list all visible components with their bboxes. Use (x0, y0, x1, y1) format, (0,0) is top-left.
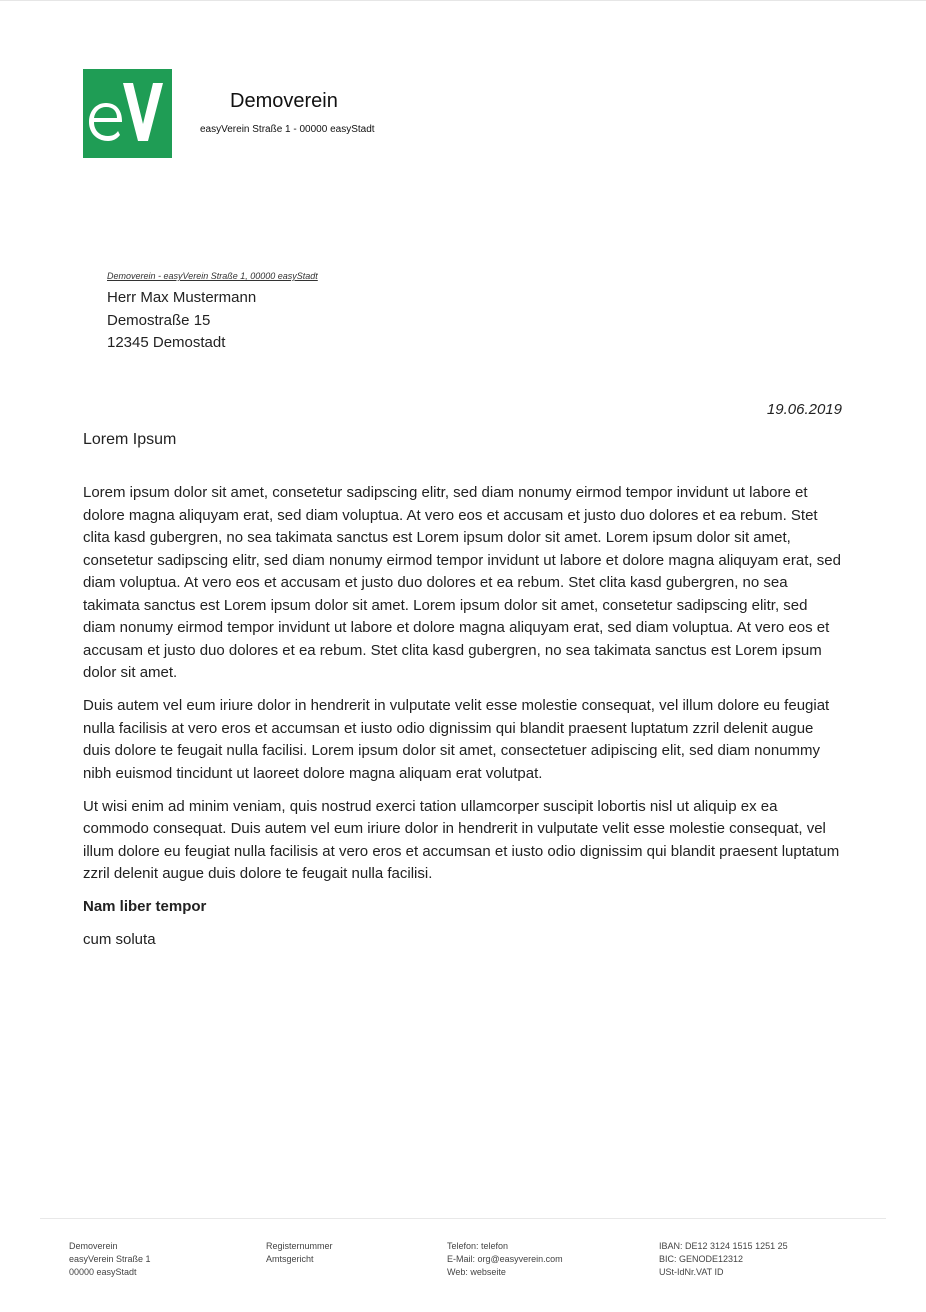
footer-line: 00000 easyStadt (69, 1267, 137, 1277)
sender-return-address: Demoverein - easyVerein Straße 1, 00000 easyStadt (107, 271, 318, 281)
footer-line: easyVerein Straße 1 (69, 1254, 151, 1264)
letter-date: 19.06.2019 (766, 401, 842, 418)
footer-line: IBAN: DE12 3124 1515 1251 25 (659, 1241, 788, 1251)
page-top-border (0, 0, 926, 1)
footer-line: Demoverein (69, 1241, 118, 1251)
footer-line: USt-IdNr.VAT ID (659, 1267, 724, 1277)
footer-line: Amtsgericht (266, 1254, 314, 1264)
ev-logo-icon (83, 69, 172, 158)
organization-name: Demoverein (230, 90, 338, 112)
footer-line: BIC: GENODE12312 (659, 1254, 744, 1264)
footer-register-column (266, 1240, 333, 1266)
letter-body (83, 482, 843, 962)
footer-contact-column (447, 1240, 563, 1279)
body-paragraph: Duis autem vel eum iriure dolor in hendrerit in vulputate velit esse molestie consequat, vel illum dolore eu feugiat nulla facilisis at vero eros et accumsan et iusto odio dignissim qui blandit praesent luptatum zzril delenit augue duis dolore te feugait nulla facilisi. Lorem ipsum dolor sit amet, consectetuer adipiscing elit, sed diam nonummy nibh euismod tincidunt ut laoreet dolore magna aliquam erat volutpat. (83, 697, 830, 782)
footer-line: E-Mail: org@easyverein.com (447, 1254, 563, 1264)
organization-address: easyVerein Straße 1 - 00000 easyStadt (200, 124, 375, 135)
section-heading: Nam liber tempor (83, 898, 207, 915)
body-paragraph: Ut wisi enim ad minim veniam, quis nostrud exerci tation ullamcorper suscipit lobortis nisl ut aliquip ex ea commodo consequat. Duis autem vel eum iriure dolor in hendrerit in vulputate velit esse molestie consequat, vel illum dolore eu feugiat nulla facilisis at vero eros et accumsan et iusto odio dignissim qui blandit praesent luptatum zzril delenit augue duis dolore te feugait nulla facilisi. (83, 797, 840, 882)
recipient-address (107, 287, 256, 355)
letter-subject: Lorem Ipsum (83, 431, 177, 448)
footer-line: Web: webseite (447, 1267, 506, 1277)
recipient-name: Herr Max Mustermann (107, 289, 257, 306)
footer-line: Registernummer (266, 1241, 333, 1251)
footer-line: Telefon: telefon (447, 1241, 509, 1251)
recipient-street: Demostraße 15 (107, 311, 211, 329)
closing-text: cum soluta (83, 930, 156, 948)
footer-divider (40, 1218, 886, 1219)
recipient-city: 12345 Demostadt (107, 334, 226, 351)
body-paragraph: Lorem ipsum dolor sit amet, consetetur sadipscing elitr, sed diam nonumy eirmod tempor invidunt ut labore et dolore magna aliquyam erat, sed diam voluptua. At vero eos et accusam et justo duo dolores et ea rebum. Stet clita kasd gubergren, no sea takimata sanctus est Lorem ipsum dolor sit amet. Lorem ipsum dolor sit amet, consetetur sadipscing elitr, sed diam nonumy eirmod tempor invidunt ut labore et dolore magna aliquyam erat, sed diam voluptua. At vero eos et accusam et justo duo dolores et ea rebum. Stet clita kasd gubergren, no sea takimata sanctus est Lorem ipsum dolor sit amet. Lorem ipsum dolor sit amet, consetetur sadipscing elitr, sed diam nonumy eirmod tempor invidunt ut labore et dolore magna aliquyam erat, sed diam voluptua. At vero eos et accusam et justo duo dolores et ea rebum. Stet clita kasd gubergren, no sea takimata sanctus est Lorem ipsum dolor sit amet. (83, 484, 841, 681)
footer-address-column (69, 1240, 151, 1279)
footer-bank-column (659, 1240, 788, 1279)
